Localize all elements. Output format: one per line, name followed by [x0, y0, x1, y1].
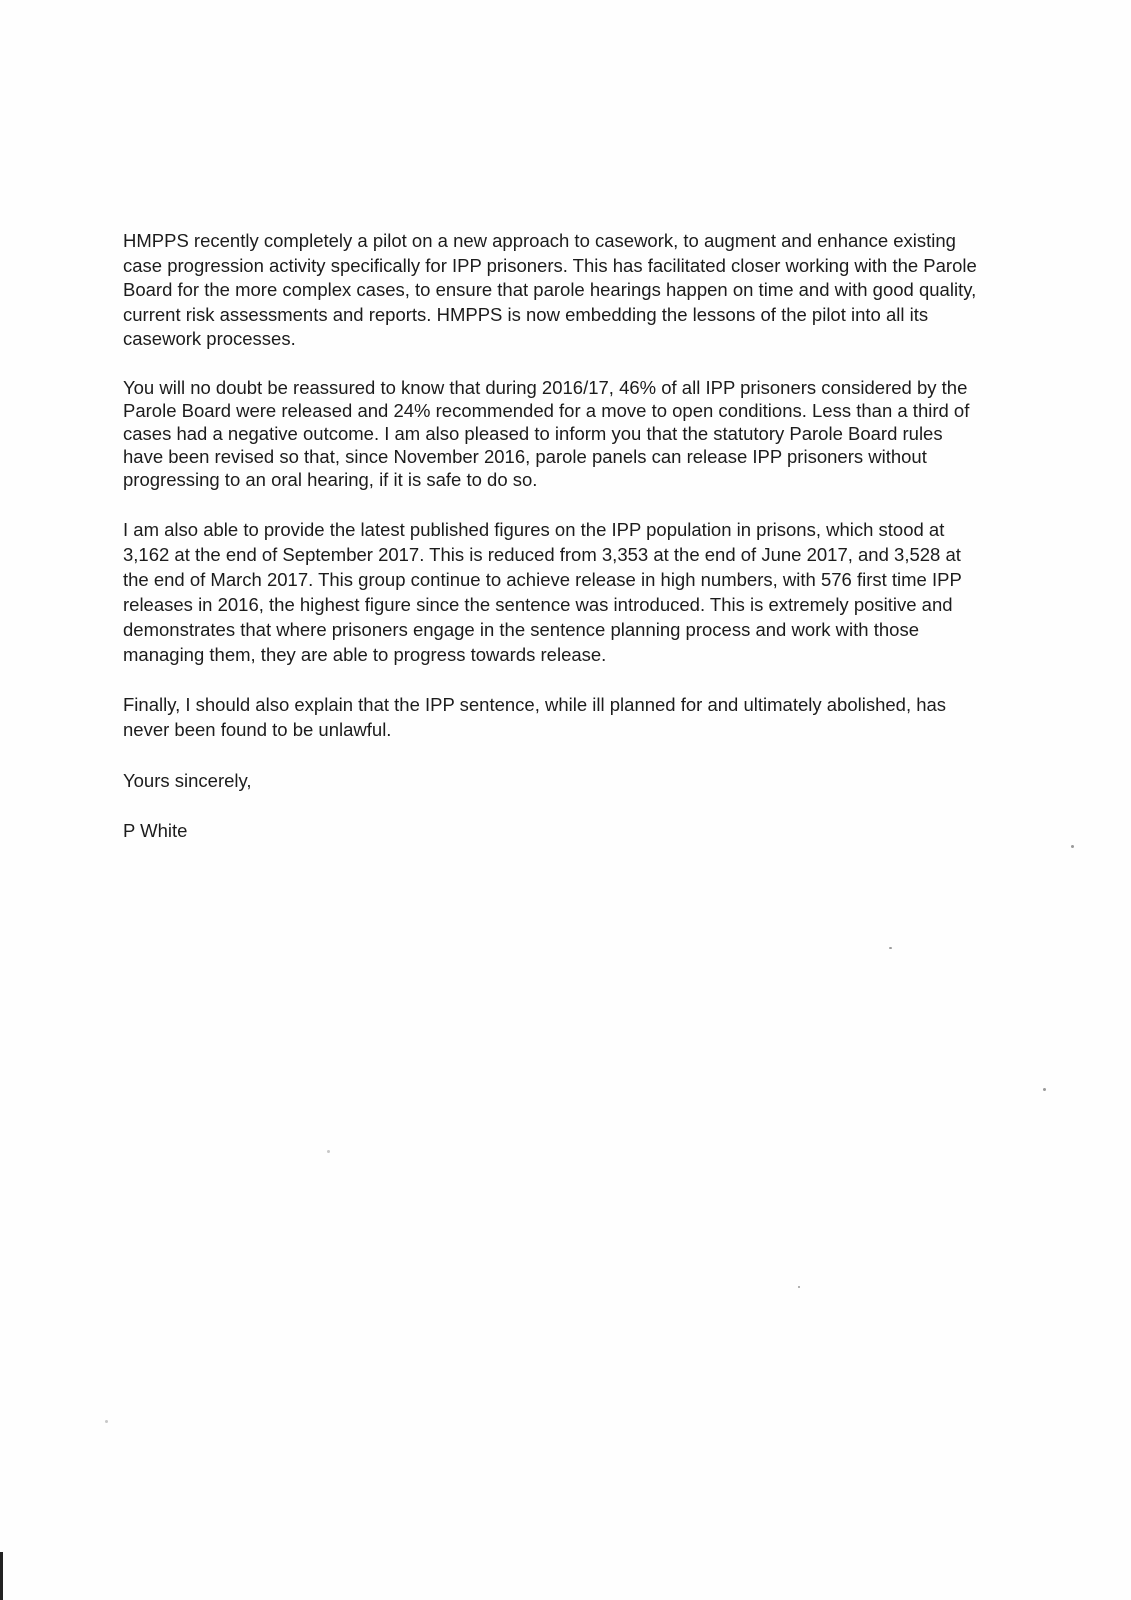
text-line: the end of March 2017. This group continue to achieve release in high numbers, with 576 first time IPP — [123, 569, 962, 590]
text-line: 3,162 at the end of September 2017. This is reduced from 3,353 at the end of June 2017, and 3,528 at — [123, 544, 961, 565]
text-line: have been revised so that, since November 2016, parole panels can release IPP prisoners without — [123, 446, 927, 468]
text-line: cases had a negative outcome. I am also pleased to inform you that the statutory Parole Board rules — [123, 423, 943, 445]
text-line: I am also able to provide the latest published figures on the IPP population in prisons, which stood at — [123, 519, 945, 540]
text-line: Finally, I should also explain that the IPP sentence, while ill planned for and ultimately abolished, has — [123, 694, 947, 715]
paragraph-casework-pilot — [123, 229, 977, 352]
text-line: current risk assessments and reports. HMPPS is now embedding the lessons of the pilot into all its — [123, 303, 929, 325]
letter-closing: Yours sincerely, — [123, 770, 252, 791]
scan-speck — [1071, 845, 1074, 848]
text-line: HMPPS recently completely a pilot on a new approach to casework, to augment and enhance existing — [123, 230, 956, 251]
scan-edge-mark — [0, 1552, 3, 1600]
text-line: demonstrates that where prisoners engage in the sentence planning process and work with those — [123, 619, 919, 640]
paragraph-parole-outcomes — [123, 376, 969, 491]
text-line: progressing to an oral hearing, if it is safe to do so. — [123, 469, 538, 491]
text-line: never been found to be unlawful. — [123, 719, 392, 740]
text-line: You will no doubt be reassured to know that during 2016/17, 46% of all IPP prisoners considered by the — [123, 377, 968, 398]
text-line: releases in 2016, the highest figure since the sentence was introduced. This is extremely positive and — [123, 594, 953, 615]
text-line: Parole Board were released and 24% recommended for a move to open conditions. Less than a third of — [123, 400, 970, 422]
scan-speck — [327, 1150, 330, 1153]
text-line: managing them, they are able to progress towards release. — [123, 644, 607, 665]
paragraph-population-figures — [123, 517, 962, 667]
scan-speck — [105, 1420, 108, 1423]
paragraph-lawfulness — [123, 692, 946, 742]
text-line: Board for the more complex cases, to ensure that parole hearings happen on time and with good quality, — [123, 279, 977, 301]
text-line: case progression activity specifically for IPP prisoners. This has facilitated closer working with the Parole — [123, 254, 977, 276]
scan-speck — [1043, 1088, 1046, 1091]
scan-speck — [798, 1286, 800, 1288]
text-line: casework processes. — [123, 328, 296, 350]
letter-signature: P White — [123, 820, 188, 841]
scan-speck — [889, 947, 892, 949]
